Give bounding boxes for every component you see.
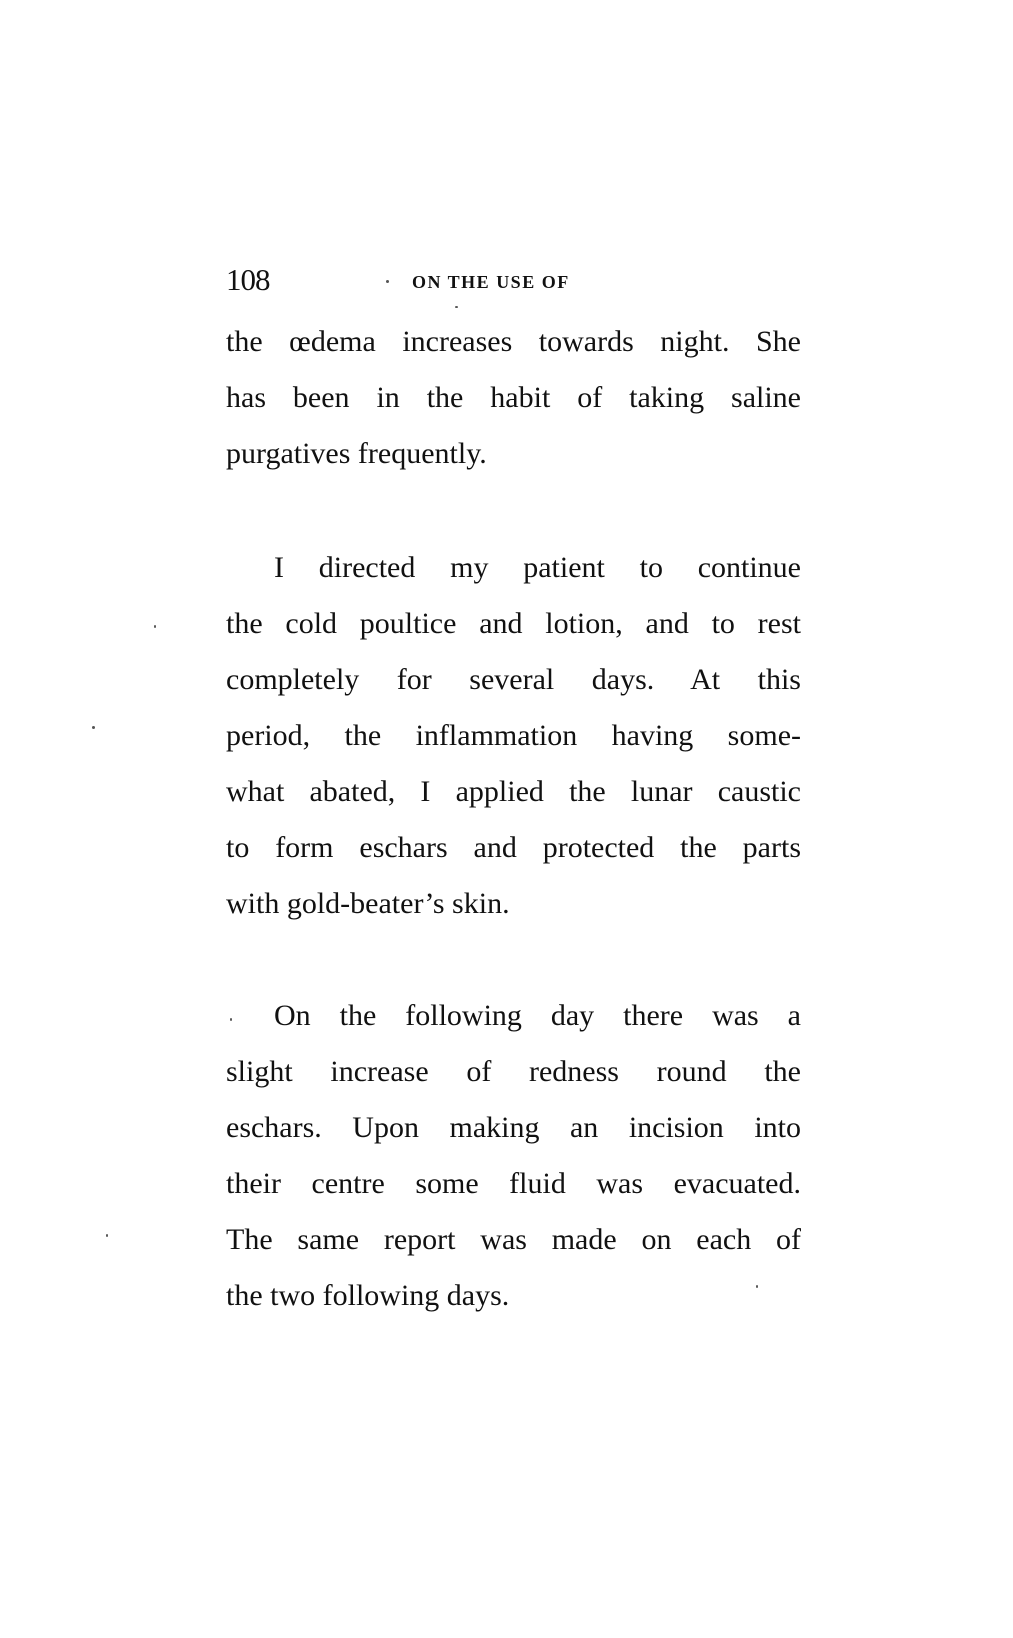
text-line: period, the inflammation having some- [226,719,801,752]
running-title: ON THE USE OF [412,272,570,292]
text-line: slight increase of redness round the [226,1055,801,1088]
text-line: completely for several days. At this [226,663,801,696]
text-line: has been in the habit of taking saline [226,381,801,414]
print-speck [455,306,458,308]
text-line: purgatives frequently. [226,437,487,470]
text-line: the cold poultice and lotion, and to rest [226,607,801,640]
paragraph-3 [226,988,801,1324]
print-speck [92,726,95,729]
running-head [226,262,811,298]
text-line: eschars. Upon making an incision into [226,1111,801,1144]
print-speck [106,1234,108,1237]
text-line: to form eschars and protected the parts [226,831,801,864]
text-line: the two following days. [226,1279,510,1312]
text-line: with gold-beater’s skin. [226,887,510,920]
paragraph-1 [226,314,801,482]
print-speck [386,280,389,283]
page-number: 108 [226,262,270,297]
text-line: The same report was made on each of [226,1223,801,1256]
text-line: what abated, I applied the lunar caustic [226,775,801,808]
text-line: their centre some fluid was evacuated. [226,1167,801,1200]
text-line: the œdema increases towards night. She [226,325,801,358]
text-line: I directed my patient to continue [274,551,801,584]
paragraph-2 [226,540,801,932]
text-line: On the following day there was a [274,999,801,1032]
print-speck [756,1285,758,1288]
print-speck [154,625,156,628]
print-speck [230,1018,232,1021]
